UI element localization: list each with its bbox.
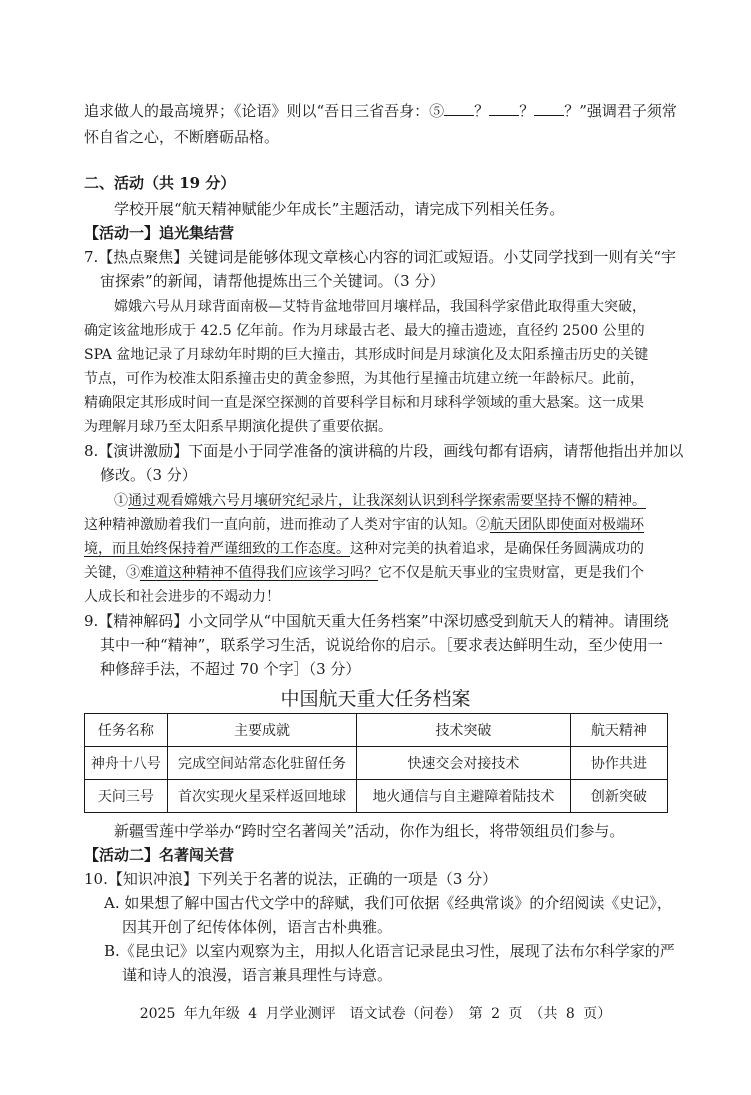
faulty-sentence-2-cont: 境，而且始终保持着严谨细致的工作态度。 — [84, 541, 350, 557]
col-header: 任务名称 — [85, 714, 168, 747]
q7-passage-2: 确定该盆地形成于 42.5 亿年前。作为月球最古老、最大的撞击遗迹，直径约 2500 公里的 — [84, 323, 645, 339]
q10-option-a-2: 因其开创了纪传体体例，语言古朴典雅。 — [122, 918, 393, 936]
q10-line-1: 10.【知识冲浪】下列关于名著的说法，正确的一项是（3 分） — [84, 870, 498, 888]
table-cell: 创新突破 — [570, 780, 667, 813]
table-header-row — [85, 714, 668, 747]
q7-passage-3: SPA 盆地记录了月球幼年时期的巨大撞击，其形成时间是月球演化及太阳系撞击历史的关键 — [84, 347, 649, 363]
table-cell: 协作共进 — [570, 747, 667, 780]
mission-archive-table — [84, 713, 668, 813]
q7-passage-5: 精确限定其形成时间一直是深空探测的首要科学目标和月球科学领域的重大悬案。这一成果 — [84, 395, 644, 411]
q7-passage-4: 节点，可作为校准太阳系撞击史的黄金参照，为其他行星撞击坑建立统一年龄标尺。此前， — [84, 371, 644, 387]
col-header: 技术突破 — [357, 714, 571, 747]
q8-line-1: 8.【演讲激励】下面是小于同学准备的演讲稿的片段，画线句都有语病，请帮他指出并加以 — [84, 442, 684, 460]
faulty-sentence-2: 航天团队即使面对极端环 — [490, 517, 644, 533]
activity-2-intro: 新疆雪莲中学举办“跨时空名著闯关”活动，你作为组长，将带领组员们参与。 — [114, 822, 625, 840]
activity-2-heading: 【活动二】名著闯关营 — [84, 846, 235, 864]
faulty-sentence-3: 难道这种精神不值得我们应该学习吗？ — [140, 565, 378, 581]
table-row — [85, 780, 668, 813]
q10-option-b-1: B.《昆虫记》以室内观察为主，用拟人化语言记录昆虫习性，展现了法布尔科学家的严 — [104, 942, 675, 960]
answer-blank-2[interactable] — [489, 101, 519, 116]
q9-line-1: 9.【精神解码】小文同学从“中国航天重大任务档案”中深切感受到航天人的精神。请围绕 — [84, 612, 669, 630]
intro-line-1: 追求做人的最高境界；《论语》则以“吾日三省吾身：⑤ ？ ？ ？”强调君子须常 — [84, 102, 677, 120]
table-cell: 地火通信与自主避障着陆技术 — [357, 780, 571, 813]
section-heading: 二、活动（共 19 分） — [84, 174, 236, 192]
col-header: 航天精神 — [570, 714, 667, 747]
q10-option-b-2: 谨和诗人的浪漫，语言兼具理性与诗意。 — [122, 966, 393, 984]
q8-speech-2: 这种精神激励着我们一直向前，进而推动了人类对宇宙的认知。②航天团队即使面对极端环 — [84, 517, 644, 533]
q8-line-2: 修改。（3 分） — [100, 466, 197, 484]
table-cell: 完成空间站常态化驻留任务 — [167, 747, 356, 780]
faulty-sentence-1: 通过观看嫦娥六号月壤研究纪录片，让我深刻认识到科学探索需要坚持不懈的精神。 — [128, 493, 646, 509]
section-intro: 学校开展“航天精神赋能少年成长”主题活动，请完成下列相关任务。 — [114, 200, 565, 218]
table-row — [85, 747, 668, 780]
q8-speech-5: 人成长和社会进步的不竭动力！ — [84, 589, 280, 605]
answer-blank-1[interactable] — [444, 101, 474, 116]
table-cell: 快速交会对接技术 — [357, 747, 571, 780]
q8-speech-4: 关键，③难道这种精神不值得我们应该学习吗？它不仅是航天事业的宝贵财富，更是我们个 — [84, 565, 644, 581]
table-cell: 天问三号 — [85, 780, 168, 813]
q8-speech-1: ①通过观看嫦娥六号月壤研究纪录片，让我深刻认识到科学探索需要坚持不懈的精神。 — [114, 493, 646, 509]
q7-passage-6: 为理解月球乃至太阳系早期演化提供了重要依据。 — [84, 419, 392, 435]
q10-option-a-1: A. 如果想了解中国古代文学中的辞赋，我们可依据《经典常谈》的介绍阅读《史记》， — [104, 894, 672, 912]
activity-1-heading: 【活动一】追光集结营 — [84, 224, 235, 242]
table-cell: 首次实现火星采样返回地球 — [167, 780, 356, 813]
page-footer: 2025 年九年级 4 月学业测评 语文试卷（问卷） 第 2 页 （共 8 页） — [139, 1006, 612, 1022]
q7-line-1: 7.【热点聚焦】关键词是能够体现文章核心内容的词汇或短语。小艾同学找到一则有关“宇 — [84, 248, 676, 266]
q7-line-2: 宙探索”的新闻，请帮他提炼出三个关键词。（3 分） — [100, 272, 445, 290]
col-header: 主要成就 — [167, 714, 356, 747]
q7-passage-1: 嫦娥六号从月球背面南极—艾特肯盆地带回月壤样品，我国科学家借此取得重大突破， — [114, 299, 646, 315]
intro-line-2: 怀自省之心，不断磨砺品格。 — [84, 128, 280, 146]
q9-line-2: 其中一种“精神”，联系学习生活，说说给你的启示。［要求表达鲜明生动，至少使用一 — [100, 636, 663, 654]
table-title: 中国航天重大任务档案 — [280, 688, 471, 710]
q8-speech-3: 境，而且始终保持着严谨细致的工作态度。这种对完美的执着追求，是确保任务圆满成功的 — [84, 541, 644, 557]
answer-blank-3[interactable] — [534, 101, 564, 116]
q9-line-3: 种修辞手法，不超过 70 个字］（3 分） — [100, 660, 361, 678]
table-cell: 神舟十八号 — [85, 747, 168, 780]
